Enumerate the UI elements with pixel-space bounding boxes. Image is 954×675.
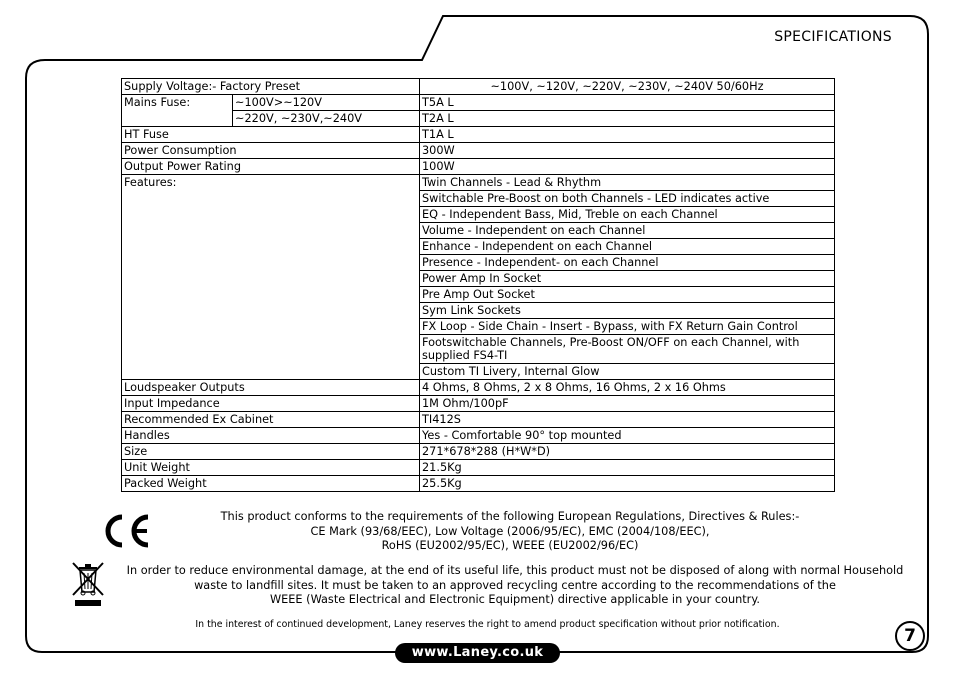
table-row xyxy=(122,159,835,175)
feature-item: Sym Link Sockets xyxy=(420,303,835,319)
environment-line: waste to landfill sites. It must be taken to an approved recycling centre according to the recommendations of the xyxy=(194,578,836,592)
feature-item: Presence - Independent- on each Channel xyxy=(420,255,835,271)
table-row xyxy=(122,396,835,412)
table-row xyxy=(122,175,835,191)
table-row xyxy=(122,79,835,95)
feature-item: EQ - Independent Bass, Mid, Treble on each Channel xyxy=(420,207,835,223)
specifications-table xyxy=(121,78,835,492)
table-row xyxy=(122,143,835,159)
compliance-line: CE Mark (93/68/EEC), Low Voltage (2006/95/EC), EMC (2004/108/EEC), xyxy=(310,524,710,538)
table-row xyxy=(122,380,835,396)
table-row xyxy=(122,460,835,476)
spec-label: Packed Weight xyxy=(122,476,420,492)
feature-item: FX Loop - Side Chain - Insert - Bypass, with FX Return Gain Control xyxy=(420,319,835,335)
table-row xyxy=(122,412,835,428)
spec-label: Mains Fuse: xyxy=(122,95,233,127)
spec-label: Size xyxy=(122,444,420,460)
spec-label: Recommended Ex Cabinet xyxy=(122,412,420,428)
table-row xyxy=(122,95,835,111)
spec-label: Input Impedance xyxy=(122,396,420,412)
feature-item: Pre Amp Out Socket xyxy=(420,287,835,303)
spec-value: T5A L xyxy=(420,95,835,111)
feature-item: Enhance - Independent on each Channel xyxy=(420,239,835,255)
page-title: SPECIFICATIONS xyxy=(774,29,892,45)
spec-label: HT Fuse xyxy=(122,127,420,143)
spec-value: 1M Ohm/100pF xyxy=(420,396,835,412)
environment-line: In order to reduce environmental damage, at the end of its useful life, this product must not be disposed of along with normal Household xyxy=(126,564,904,577)
table-row xyxy=(122,444,835,460)
spec-label: Supply Voltage:- Factory Preset xyxy=(122,79,420,95)
spec-label: Handles xyxy=(122,428,420,444)
fuse-voltage-range: ~220V, ~230V,~240V xyxy=(233,111,420,127)
compliance-line: RoHS (EU2002/95/EC), WEEE (EU2002/96/EC) xyxy=(381,539,639,552)
spec-label: Unit Weight xyxy=(122,460,420,476)
spec-label: Loudspeaker Outputs xyxy=(122,380,420,396)
spec-label: Features: xyxy=(122,175,420,380)
table-row xyxy=(122,428,835,444)
spec-value: TI412S xyxy=(420,412,835,428)
feature-item: Power Amp In Socket xyxy=(420,271,835,287)
compliance-statement xyxy=(160,510,860,554)
website-link[interactable]: www.Laney.co.uk xyxy=(395,643,560,663)
feature-item: Footswitchable Channels, Pre-Boost ON/OFF on each Channel, with supplied FS4-TI xyxy=(420,335,835,364)
spec-value: 21.5Kg xyxy=(420,460,835,476)
environment-line: WEEE (Waste Electrical and Electronic Equipment) directive applicable in your country. xyxy=(269,593,760,606)
spec-value: Yes - Comfortable 90° top mounted xyxy=(420,428,835,444)
fuse-voltage-range: ~100V>~120V xyxy=(233,95,420,111)
spec-value: T2A L xyxy=(420,111,835,127)
crossed-out-bin-icon xyxy=(70,560,106,608)
feature-item: Volume - Independent on each Channel xyxy=(420,223,835,239)
page-number: 7 xyxy=(895,621,925,651)
spec-value: T1A L xyxy=(420,127,835,143)
feature-item: Switchable Pre-Boost on both Channels - LED indicates active xyxy=(420,191,835,207)
table-row xyxy=(122,127,835,143)
ce-mark-icon xyxy=(100,513,154,549)
spec-label: Output Power Rating xyxy=(122,159,420,175)
spec-value: 100W xyxy=(420,159,835,175)
feature-item: Twin Channels - Lead & Rhythm xyxy=(420,175,835,191)
disclaimer: In the interest of continued development, Laney reserves the right to amend product specification without prior notification. xyxy=(195,619,780,630)
spec-value: 271*678*288 (H*W*D) xyxy=(420,444,835,460)
feature-item: Custom TI Livery, Internal Glow xyxy=(420,364,835,380)
spec-value: ~100V, ~120V, ~220V, ~230V, ~240V 50/60Hz xyxy=(420,79,835,95)
table-row xyxy=(122,476,835,492)
spec-value: 300W xyxy=(420,143,835,159)
compliance-line: This product conforms to the requirements of the following European Regulations, Directives & Rules:- xyxy=(220,510,800,523)
spec-value: 25.5Kg xyxy=(420,476,835,492)
spec-label: Power Consumption xyxy=(122,143,420,159)
spec-value: 4 Ohms, 8 Ohms, 2 x 8 Ohms, 16 Ohms, 2 x 16 Ohms xyxy=(420,380,835,396)
environment-statement xyxy=(126,564,904,608)
